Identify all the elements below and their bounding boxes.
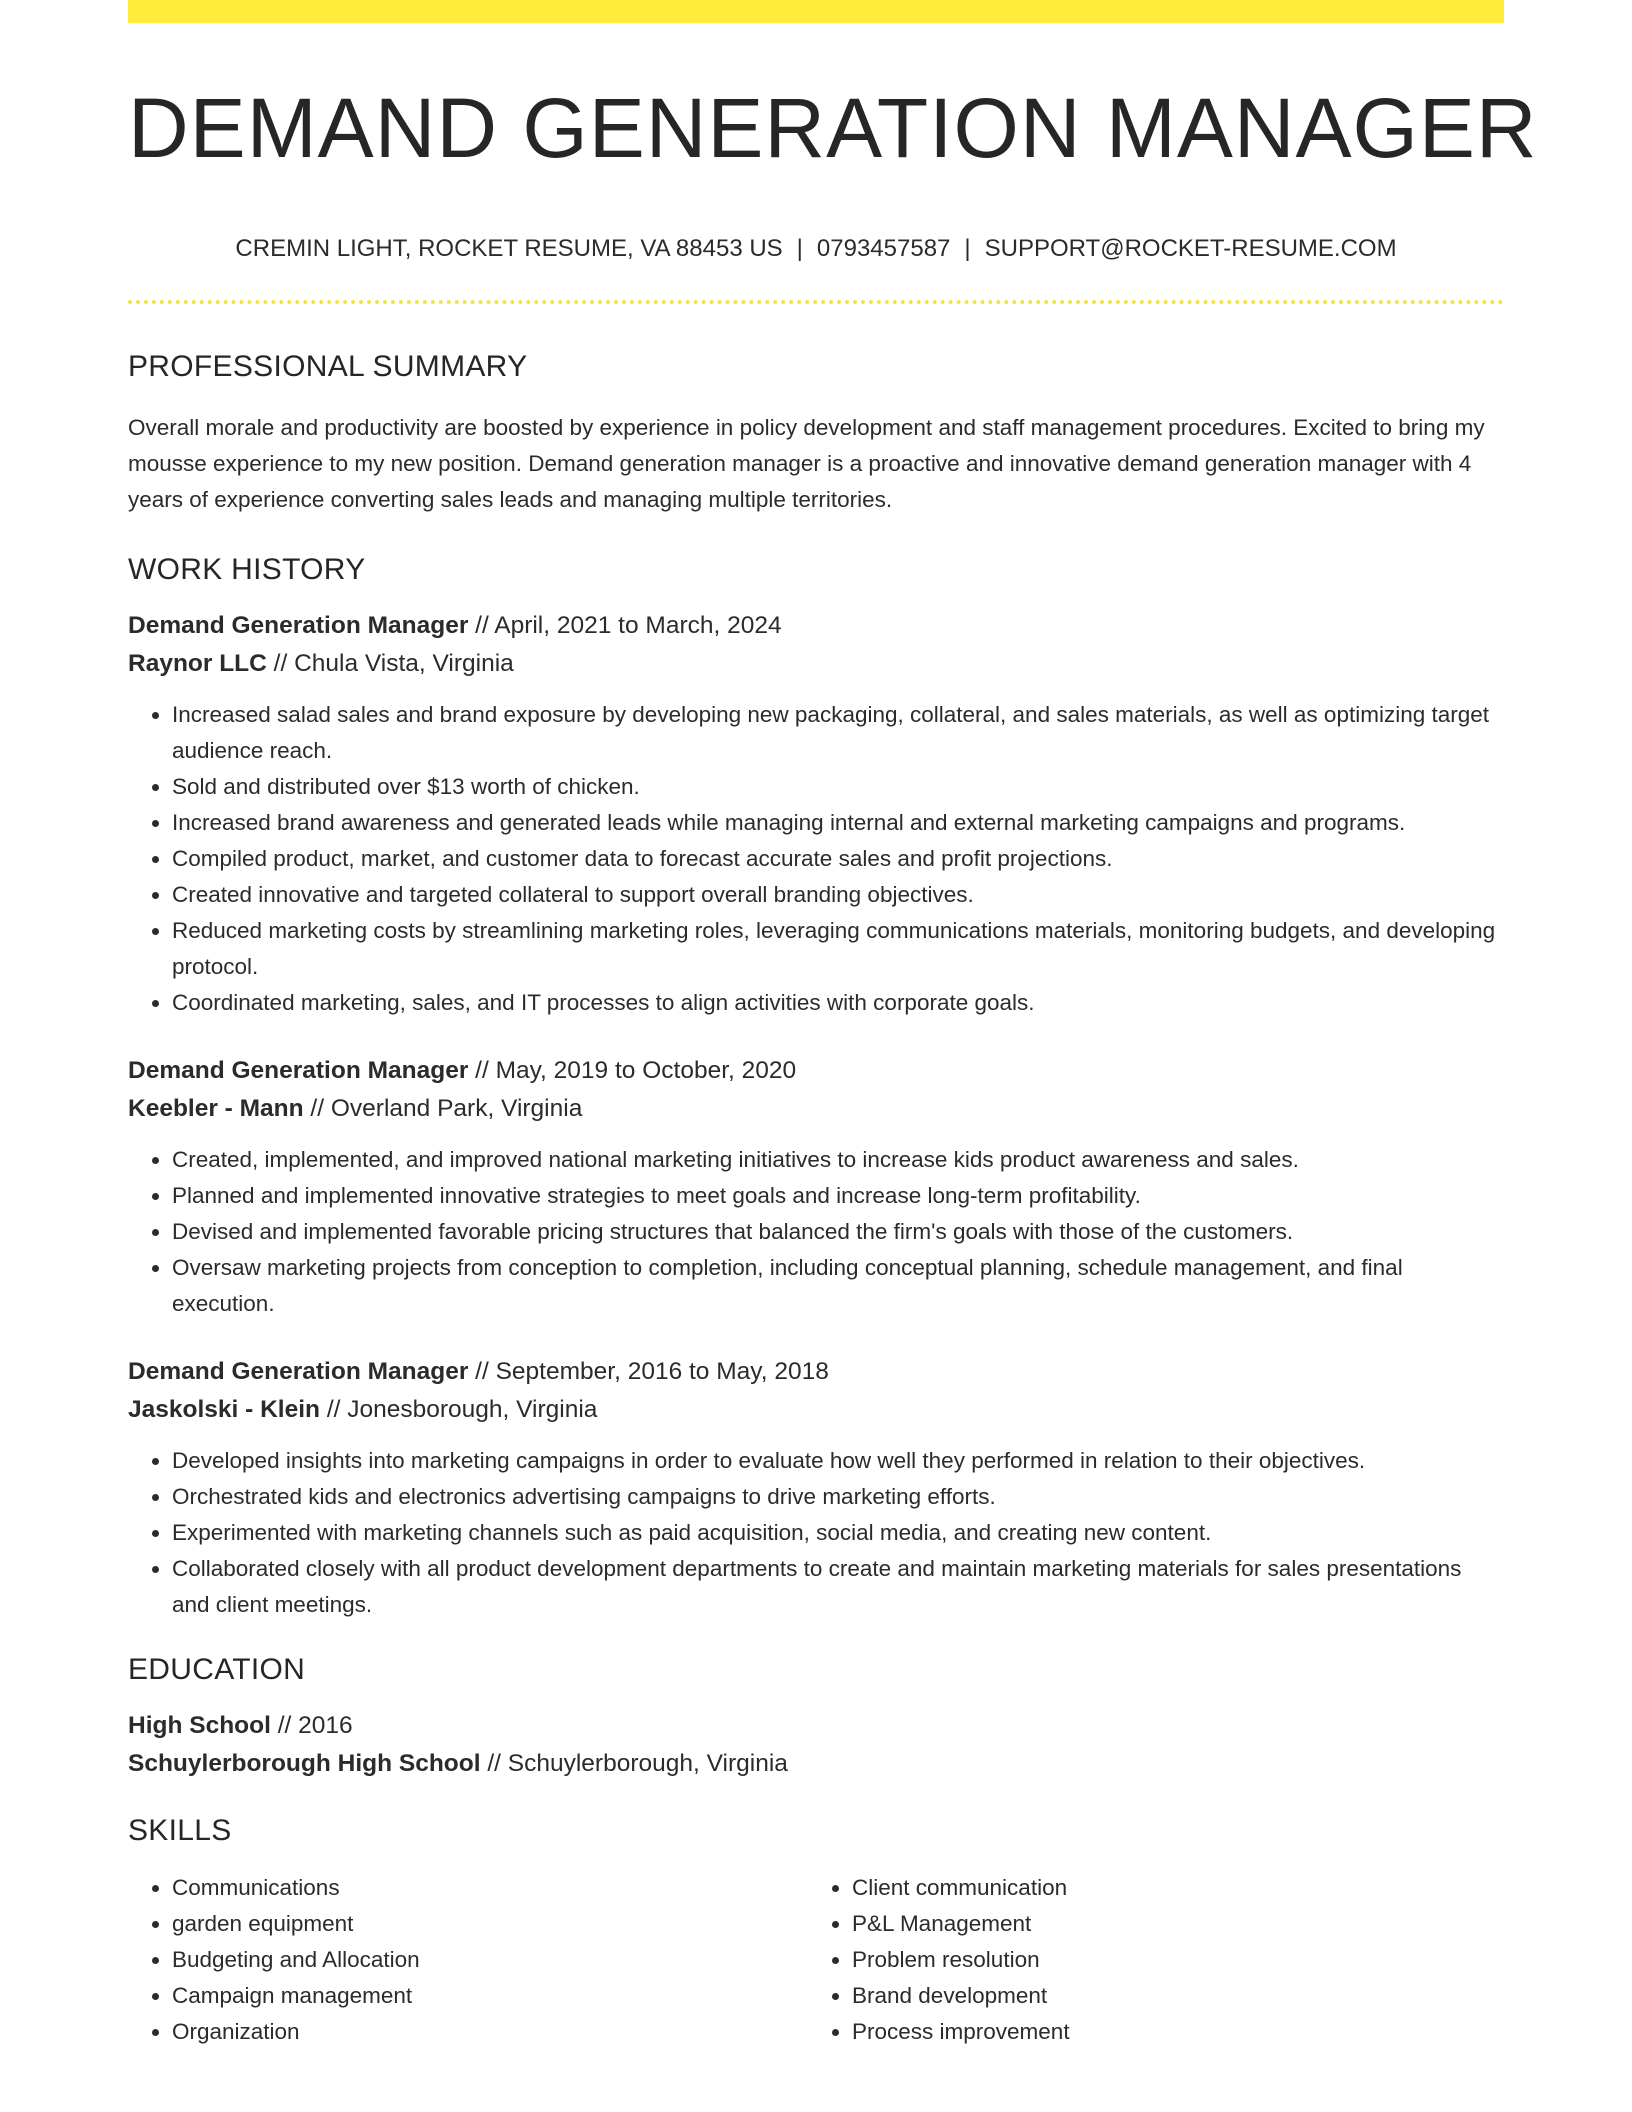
job-bullets <box>128 697 1504 1021</box>
job-entry <box>128 1052 1504 1322</box>
job-role: Demand Generation Manager <box>128 1057 469 1084</box>
list-item: • Problem resolution <box>852 1942 1486 1978</box>
contact-separator: | <box>964 235 971 262</box>
job-company: Raynor LLC <box>128 650 267 677</box>
list-item: • Planned and implemented innovative strategies to meet goals and increase long-term profitability. <box>172 1178 1504 1214</box>
job-role-line <box>128 1353 1504 1391</box>
education-degree: High School <box>128 1712 271 1739</box>
job-role-line <box>128 607 1504 645</box>
job-company: Keebler - Mann <box>128 1095 304 1122</box>
job-company: Jaskolski - Klein <box>128 1396 321 1423</box>
contact-separator: | <box>796 235 803 262</box>
list-item: • garden equipment <box>172 1906 806 1942</box>
job-role: Demand Generation Manager <box>128 1358 469 1385</box>
skills-column-left <box>128 1870 806 2050</box>
education-location: // Schuylerborough, Virginia <box>480 1750 788 1777</box>
contact-address: CREMIN LIGHT, ROCKET RESUME, VA 88453 US <box>235 235 783 262</box>
list-item: • Experimented with marketing channels such as paid acquisition, social media, and creating new content. <box>172 1515 1504 1551</box>
list-item: • Communications <box>172 1870 806 1906</box>
list-item: • Reduced marketing costs by streamlining marketing roles, leveraging communications materials, monitoring budgets, and developing protocol. <box>172 913 1504 985</box>
dotted-divider <box>128 300 1504 304</box>
list-item: • Oversaw marketing projects from conception to completion, including conceptual planning, schedule management, and final execution. <box>172 1250 1504 1322</box>
contact-phone: 0793457587 <box>816 235 951 262</box>
summary-text: Overall morale and productivity are boosted by experience in policy development and staff management procedures. Excited to bring my mousse experience to my new position. Demand generation manager is a proactive and innovative demand generation manager with 4 years of experience converting sales leads and managing multiple territories. <box>128 415 1485 512</box>
job-bullets <box>128 1443 1504 1623</box>
job-bullets <box>128 1142 1504 1322</box>
list-item: • Developed insights into marketing campaigns in order to evaluate how well they performed in relation to their objectives. <box>172 1443 1504 1479</box>
education-entry <box>128 1707 1504 1783</box>
list-item: • Created innovative and targeted collateral to support overall branding objectives. <box>172 877 1504 913</box>
job-role: Demand Generation Manager <box>128 612 469 639</box>
list-item: • Increased salad sales and brand exposure by developing new packaging, collateral, and sales materials, as well as optimizing target audience reach. <box>172 697 1504 769</box>
list-item: • Client communication <box>852 1870 1486 1906</box>
job-dates: // September, 2016 to May, 2018 <box>468 1358 829 1385</box>
education-heading: EDUCATION <box>128 1653 306 1686</box>
job-dates: // May, 2019 to October, 2020 <box>468 1057 797 1084</box>
list-item: • Created, implemented, and improved national marketing initiatives to increase kids product awareness and sales. <box>172 1142 1504 1178</box>
resume-title: DEMAND GENERATION MANAGER <box>128 81 1538 175</box>
job-company-line <box>128 1090 1504 1128</box>
list-item: • Budgeting and Allocation <box>172 1942 806 1978</box>
list-item: • Campaign management <box>172 1978 806 2014</box>
skills-column-right <box>806 1870 1486 2050</box>
list-item: • P&L Management <box>852 1906 1486 1942</box>
job-location: // Overland Park, Virginia <box>303 1095 583 1122</box>
contact-email[interactable]: SUPPORT@ROCKET-RESUME.COM <box>984 235 1397 262</box>
list-item: • Process improvement <box>852 2014 1486 2050</box>
list-item: • Sold and distributed over $13 worth of chicken. <box>172 769 1504 805</box>
education-school-line <box>128 1745 1504 1783</box>
job-role-line <box>128 1052 1504 1090</box>
list-item: • Increased brand awareness and generated leads while managing internal and external marketing campaigns and programs. <box>172 805 1504 841</box>
list-item: • Brand development <box>852 1978 1486 2014</box>
top-accent-bar <box>128 0 1504 23</box>
skills-heading: SKILLS <box>128 1814 232 1847</box>
job-location: // Jonesborough, Virginia <box>320 1396 598 1423</box>
job-location: // Chula Vista, Virginia <box>266 650 514 677</box>
list-item: • Coordinated marketing, sales, and IT processes to align activities with corporate goals. <box>172 985 1504 1021</box>
job-company-line <box>128 645 1504 683</box>
education-degree-line <box>128 1707 1504 1745</box>
summary-heading: PROFESSIONAL SUMMARY <box>128 350 528 383</box>
list-item: • Devised and implemented favorable pricing structures that balanced the firm's goals with those of the customers. <box>172 1214 1504 1250</box>
education-year: // 2016 <box>270 1712 353 1739</box>
list-item: • Organization <box>172 2014 806 2050</box>
list-item: • Collaborated closely with all product development departments to create and maintain marketing materials for sales presentations and client meetings. <box>172 1551 1504 1623</box>
work-history-heading: WORK HISTORY <box>128 553 366 586</box>
resume-page <box>128 0 1538 2050</box>
job-dates: // April, 2021 to March, 2024 <box>468 612 782 639</box>
list-item: • Compiled product, market, and customer data to forecast accurate sales and profit projections. <box>172 841 1504 877</box>
job-entry <box>128 607 1504 1021</box>
list-item: • Orchestrated kids and electronics advertising campaigns to drive marketing efforts. <box>172 1479 1504 1515</box>
contact-line <box>128 237 1504 261</box>
education-school: Schuylerborough High School <box>128 1750 481 1777</box>
job-company-line <box>128 1391 1504 1429</box>
skills-list <box>128 1870 1504 2050</box>
job-entry <box>128 1353 1504 1623</box>
